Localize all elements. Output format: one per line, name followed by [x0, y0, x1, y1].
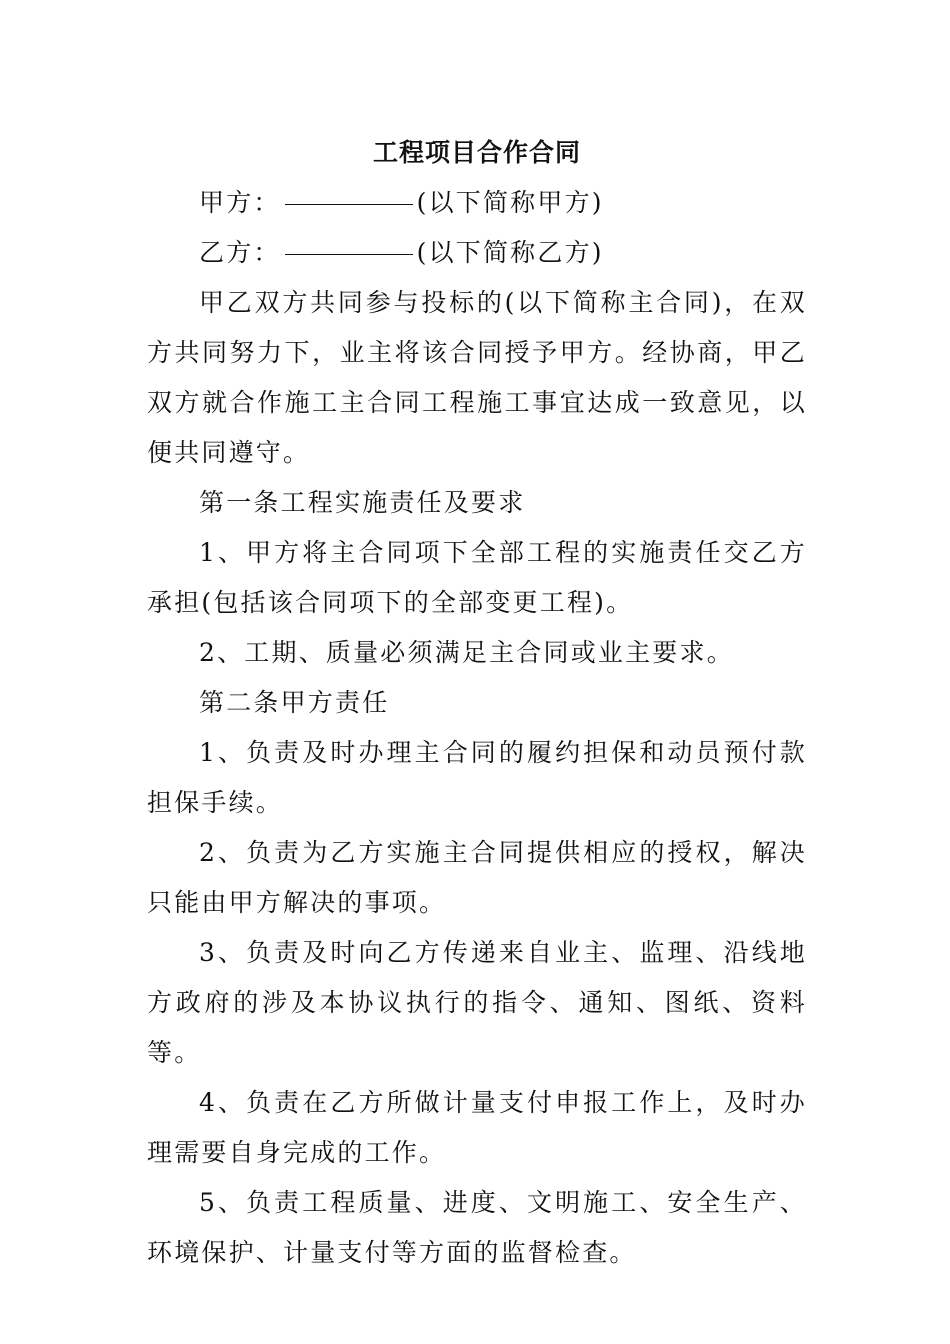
article-2-heading: 第二条甲方责任 [199, 688, 390, 717]
preamble-paragraph: 甲乙双方共同参与投标的(以下简称主合同)，在双方共同努力下，业主将该合同授予甲方。经协商，甲乙双方就合作施工主合同工程施工事宜达成一致意见，以便共同遵守。 [147, 288, 807, 467]
party-b-line [147, 228, 807, 278]
party-b-note: (以下简称乙方) [416, 238, 604, 267]
document-body [147, 128, 807, 1278]
party-a-line [147, 178, 807, 228]
article-2-item-5: 5、负责工程质量、进度、文明施工、安全生产、环境保护、计量支付等方面的监督检查。 [147, 1188, 807, 1267]
article-2-item-1: 1、负责及时办理主合同的履约担保和动员预付款担保手续。 [147, 738, 807, 817]
party-a-blank [285, 203, 413, 205]
party-b-blank [285, 253, 413, 255]
article-2-item-4: 4、负责在乙方所做计量支付申报工作上，及时办理需要自身完成的工作。 [147, 1088, 807, 1167]
party-a-note: (以下简称甲方) [416, 188, 604, 217]
document-title: 工程项目合作合同 [372, 138, 581, 167]
article-2-item-2: 2、负责为乙方实施主合同提供相应的授权，解决只能由甲方解决的事项。 [147, 838, 807, 917]
party-b-label: 乙方： [199, 238, 281, 267]
article-1-heading: 第一条工程实施责任及要求 [199, 488, 526, 517]
article-1-item-2: 2、工期、质量必须满足主合同或业主要求。 [199, 638, 734, 667]
party-a-label: 甲方： [199, 188, 281, 217]
article-2-item-3: 3、负责及时向乙方传递来自业主、监理、沿线地方政府的涉及本协议执行的指令、通知、图纸、资料等。 [147, 938, 807, 1067]
article-1-item-1: 1、甲方将主合同项下全部工程的实施责任交乙方承担(包括该合同项下的全部变更工程)。 [147, 538, 807, 617]
